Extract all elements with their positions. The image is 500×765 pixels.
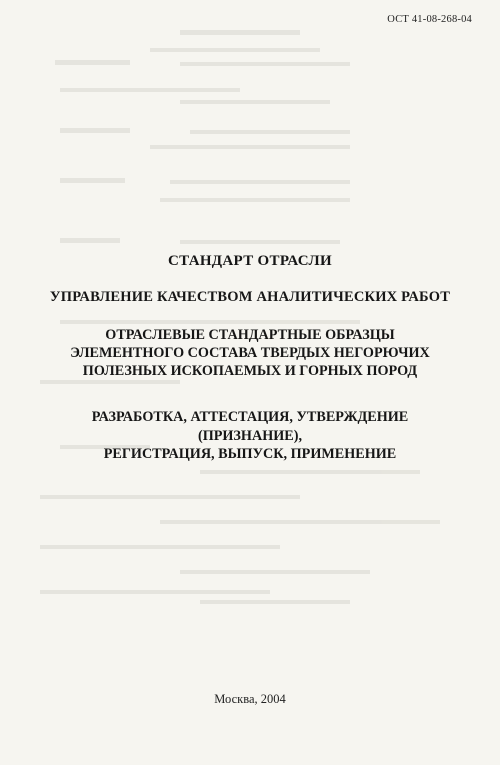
subtitle-line: РАЗРАБОТКА, АТТЕСТАЦИЯ, УТВЕРЖДЕНИЕ bbox=[91, 409, 409, 425]
title-line: ЭЛЕМЕНТНОГО СОСТАВА ТВЕРДЫХ НЕГОРЮЧИХ bbox=[70, 345, 430, 361]
document-title bbox=[0, 326, 500, 380]
subtitle-line: РЕГИСТРАЦИЯ, ВЫПУСК, ПРИМЕНЕНИЕ bbox=[103, 446, 397, 462]
header-label: СТАНДАРТ ОТРАСЛИ bbox=[168, 253, 332, 269]
standard-code: ОСТ 41-08-268-04 bbox=[387, 14, 472, 25]
place-year: Москва, 2004 bbox=[214, 692, 286, 706]
document-subtitle bbox=[0, 408, 500, 464]
title-line: ОТРАСЛЕВЫЕ СТАНДАРТНЫЕ ОБРАЗЦЫ bbox=[105, 327, 395, 343]
title-line: ПОЛЕЗНЫХ ИСКОПАЕМЫХ И ГОРНЫХ ПОРОД bbox=[82, 363, 418, 379]
subject-heading: УПРАВЛЕНИЕ КАЧЕСТВОМ АНАЛИТИЧЕСКИХ РАБОТ bbox=[49, 289, 451, 305]
subtitle-line: (ПРИЗНАНИЕ), bbox=[197, 427, 303, 444]
